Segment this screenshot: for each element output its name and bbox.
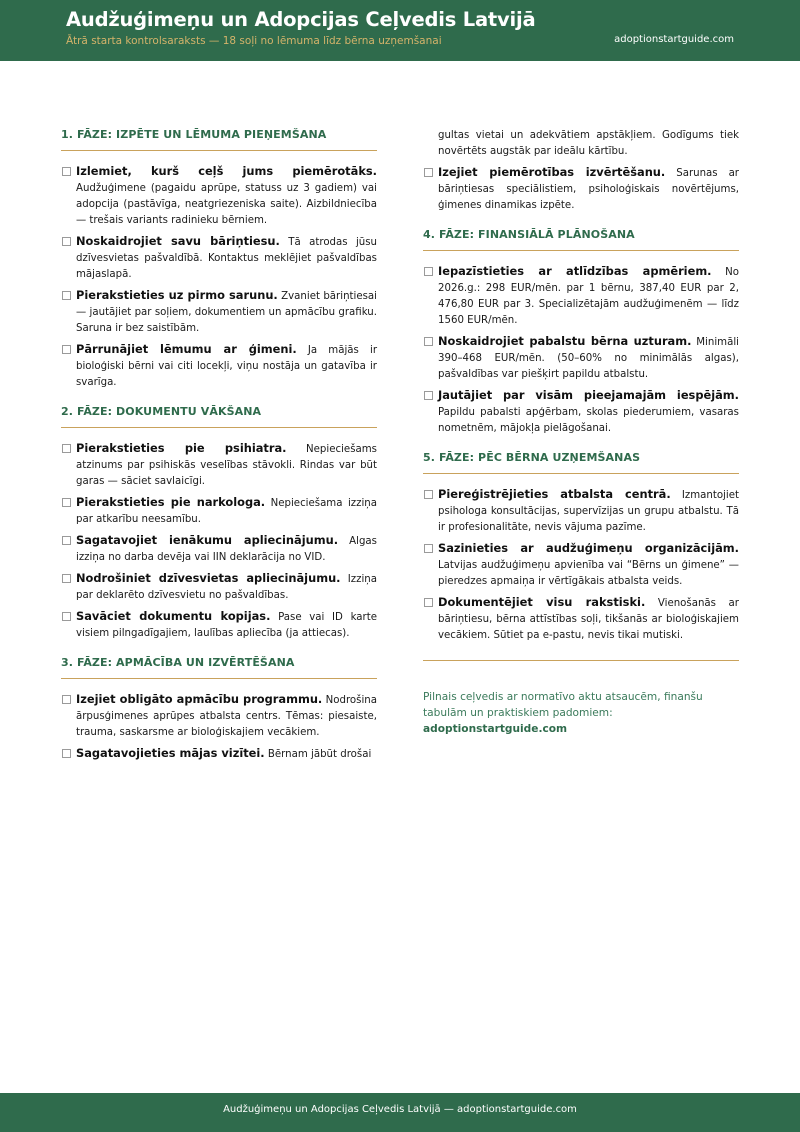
checklist-item <box>61 440 377 490</box>
checkbox-icon[interactable] <box>424 391 433 400</box>
item-text: Pase vai ID karte visiem pilngadīgajiem, laulības apliecība (ja attiecas). <box>76 612 377 639</box>
item-title: Pierakstieties pie psihiatra. <box>76 441 287 455</box>
checklist-item <box>423 164 739 214</box>
checkbox-icon[interactable] <box>424 267 433 276</box>
item-text: Audžuģimene (pagaidu aprūpe, statuss uz 3 gadiem) vai adopcija (pastāvīga, neatgriezeniska saite). Aizbildniecība — trešais variants radinieku bērniem. <box>76 183 377 226</box>
checkbox-icon[interactable] <box>62 167 71 176</box>
phase-title: 3. FĀZE: APMĀCĪBA UN IZVĒRTĒŠANA <box>61 656 377 679</box>
checkbox-icon[interactable] <box>424 544 433 553</box>
checklist-item <box>423 333 739 383</box>
checkbox-icon[interactable] <box>62 444 71 453</box>
page-subtitle: Ātrā starta kontrolsaraksts — 18 soļi no lēmuma līdz bērna uzņemšanai <box>66 35 442 47</box>
item-text: No 2026.g.: 298 EUR/mēn. par 1 bērnu, 387,40 EUR par 2, 476,80 EUR par 3. Specializētajām audžuģimenēm — līdz 1560 EUR/mēn. <box>438 267 739 326</box>
phase-title: 2. FĀZE: DOKUMENTU VĀKŠANA <box>61 405 377 428</box>
item-title: Izejiet piemērotības izvērtēšanu. <box>438 165 666 179</box>
item-text: Minimāli 390–468 EUR/mēn. (50–60% no minimālās algas), pašvaldības var piešķirt papildu atbalstu. <box>438 337 739 380</box>
item-text: Izziņa par deklarēto dzīvesvietu no pašvaldības. <box>76 574 377 601</box>
phase-title: 5. FĀZE: PĒC BĒRNA UZŅEMŠANAS <box>423 451 739 474</box>
item-continuation: gultas vietai un adekvātiem apstākļiem. Godīgums tiek novērtēts augstāk par ideālu kārtību. <box>438 130 739 157</box>
checklist-item <box>61 691 377 741</box>
checkbox-icon[interactable] <box>424 490 433 499</box>
checkbox-icon[interactable] <box>62 612 71 621</box>
checklist-item <box>61 608 377 642</box>
checklist-item <box>61 745 377 763</box>
item-text: Sarunas ar bāriņtiesas speciālistiem, psiholoģiskais novērtējums, ģimenes dinamikas izpēte. <box>438 168 739 211</box>
checklist-item <box>61 163 377 229</box>
item-title: Pierakstieties pie narkologa. <box>76 495 266 509</box>
item-title: Nodrošiniet dzīvesvietas apliecinājumu. <box>76 571 341 585</box>
checklist-item <box>61 532 377 566</box>
item-title: Jautājiet par visām pieejamajām iespējām. <box>438 388 739 402</box>
checkbox-icon[interactable] <box>62 237 71 246</box>
item-text: Nepieciešama izziņa par atkarību neesamību. <box>76 498 377 525</box>
checkbox-icon[interactable] <box>424 598 433 607</box>
item-title: Sagatavojieties mājas vizītei. <box>76 746 265 760</box>
phase-1 <box>61 128 377 391</box>
item-text: Papildu pabalsti apģērbam, skolas piederumiem, vasaras nometnēm, mājokļa pielāgošanai. <box>438 407 739 434</box>
item-text: Zvaniet bāriņtiesai — jautājiet par soļiem, dokumentiem un apmācību grafiku. Saruna ir bez saistībām. <box>76 291 377 334</box>
checkbox-icon[interactable] <box>424 168 433 177</box>
item-text: Latvijas audžuģimeņu apvienība vai “Bērns un ģimene” — pieredzes apmaiņa ir vērtīgākais atbalsta veids. <box>438 560 739 587</box>
phase-2 <box>61 405 377 642</box>
checkbox-icon[interactable] <box>424 337 433 346</box>
checklist-item <box>423 263 739 329</box>
note-text: Pilnais ceļvedis ar normatīvo aktu atsaucēm, finanšu tabulām un praktiskiem padomiem: <box>423 691 703 719</box>
phase-3 <box>61 656 377 763</box>
divider <box>423 660 739 661</box>
left-column <box>61 128 377 777</box>
checklist-item <box>423 594 739 644</box>
item-title: Savāciet dokumentu kopijas. <box>76 609 271 623</box>
item-title: Dokumentējiet visu rakstiski. <box>438 595 646 609</box>
note-link[interactable]: adoptionstartguide.com <box>423 723 568 735</box>
checkbox-icon[interactable] <box>62 291 71 300</box>
phase-title: 1. FĀZE: IZPĒTE UN LĒMUMA PIEŅEMŠANA <box>61 128 377 151</box>
phase-title: 4. FĀZE: FINANSIĀLĀ PLĀNOŠANA <box>423 228 739 251</box>
checklist-item <box>423 387 739 437</box>
item-title: Izejiet obligāto apmācību programmu. <box>76 692 323 706</box>
item-text: Ja mājās ir bioloģiski bērni vai citi locekļi, viņu nostāja un gatavība ir svarīga. <box>76 345 378 388</box>
checkbox-icon[interactable] <box>62 574 71 583</box>
item-title: Izlemiet, kurš ceļš jums piemērotāks. <box>76 164 377 178</box>
item-text: Bērnam jābūt drošai <box>267 749 372 760</box>
checklist-item <box>423 486 739 536</box>
item-title: Noskaidrojiet pabalstu bērna uzturam. <box>438 334 692 348</box>
item-text: Tā atrodas jūsu dzīvesvietas pašvaldībā. Kontaktus meklējiet pašvaldības mājaslapā. <box>76 237 377 280</box>
checkbox-icon[interactable] <box>62 498 71 507</box>
item-title: Pārrunājiet lēmumu ar ģimeni. <box>76 342 297 356</box>
page-footer: Audžuģimeņu un Adopcijas Ceļvedis Latvijā — adoptionstartguide.com <box>0 1093 800 1132</box>
guide-note <box>423 689 739 737</box>
checkbox-icon[interactable] <box>62 749 71 758</box>
item-title: Piereģistrējieties atbalsta centrā. <box>438 487 671 501</box>
checklist-item <box>61 341 377 391</box>
page-header <box>0 0 800 61</box>
item-text: Izmantojiet psihologa konsultācijas, supervīzijas un grupu atbalstu. Tā ir profesionalitāte, nevis vājuma pazīme. <box>438 490 739 533</box>
item-title: Sagatavojiet ienākumu apliecinājumu. <box>76 533 339 547</box>
checkbox-icon[interactable] <box>62 536 71 545</box>
item-title: Sazinieties ar audžuģimeņu organizācijām. <box>438 541 739 555</box>
checkbox-icon[interactable] <box>62 695 71 704</box>
page-title: Audžuģimeņu un Adopcijas Ceļvedis Latvijā <box>66 8 536 31</box>
checklist-item <box>61 233 377 283</box>
checkbox-icon[interactable] <box>62 345 71 354</box>
item-text: Algas izziņa no darba devēja vai IIN deklarācija no VID. <box>76 536 377 563</box>
checklist-item <box>423 540 739 590</box>
item-title: Noskaidrojiet savu bāriņtiesu. <box>76 234 280 248</box>
item-title: Iepazīstieties ar atlīdzības apmēriem. <box>438 264 712 278</box>
item-text: Nepieciešams atzinums par psihiskās veselības stāvokli. Rindas var būt garas — sāciet savlaicīgi. <box>76 444 377 487</box>
item-text: Vienošanās ar bāriņtiesu, bērna attīstības soļi, tikšanās ar bioloģiskajiem vecākiem. Sūtiet pa e-pastu, nevis tikai mutiski. <box>438 598 739 641</box>
header-site-link[interactable]: adoptionstartguide.com <box>614 34 734 45</box>
phase-5 <box>423 451 739 644</box>
checklist-item <box>61 287 377 337</box>
phase-4 <box>423 228 739 437</box>
checklist-item <box>61 494 377 528</box>
item-text: Nodrošina ārpusģimenes aprūpes atbalsta centrs. Tēmas: piesaiste, trauma, saskarsme ar bioloģiskajiem vecākiem. <box>76 695 377 738</box>
item-title: Pierakstieties uz pirmo sarunu. <box>76 288 278 302</box>
right-column <box>423 128 739 737</box>
checklist-item <box>61 570 377 604</box>
